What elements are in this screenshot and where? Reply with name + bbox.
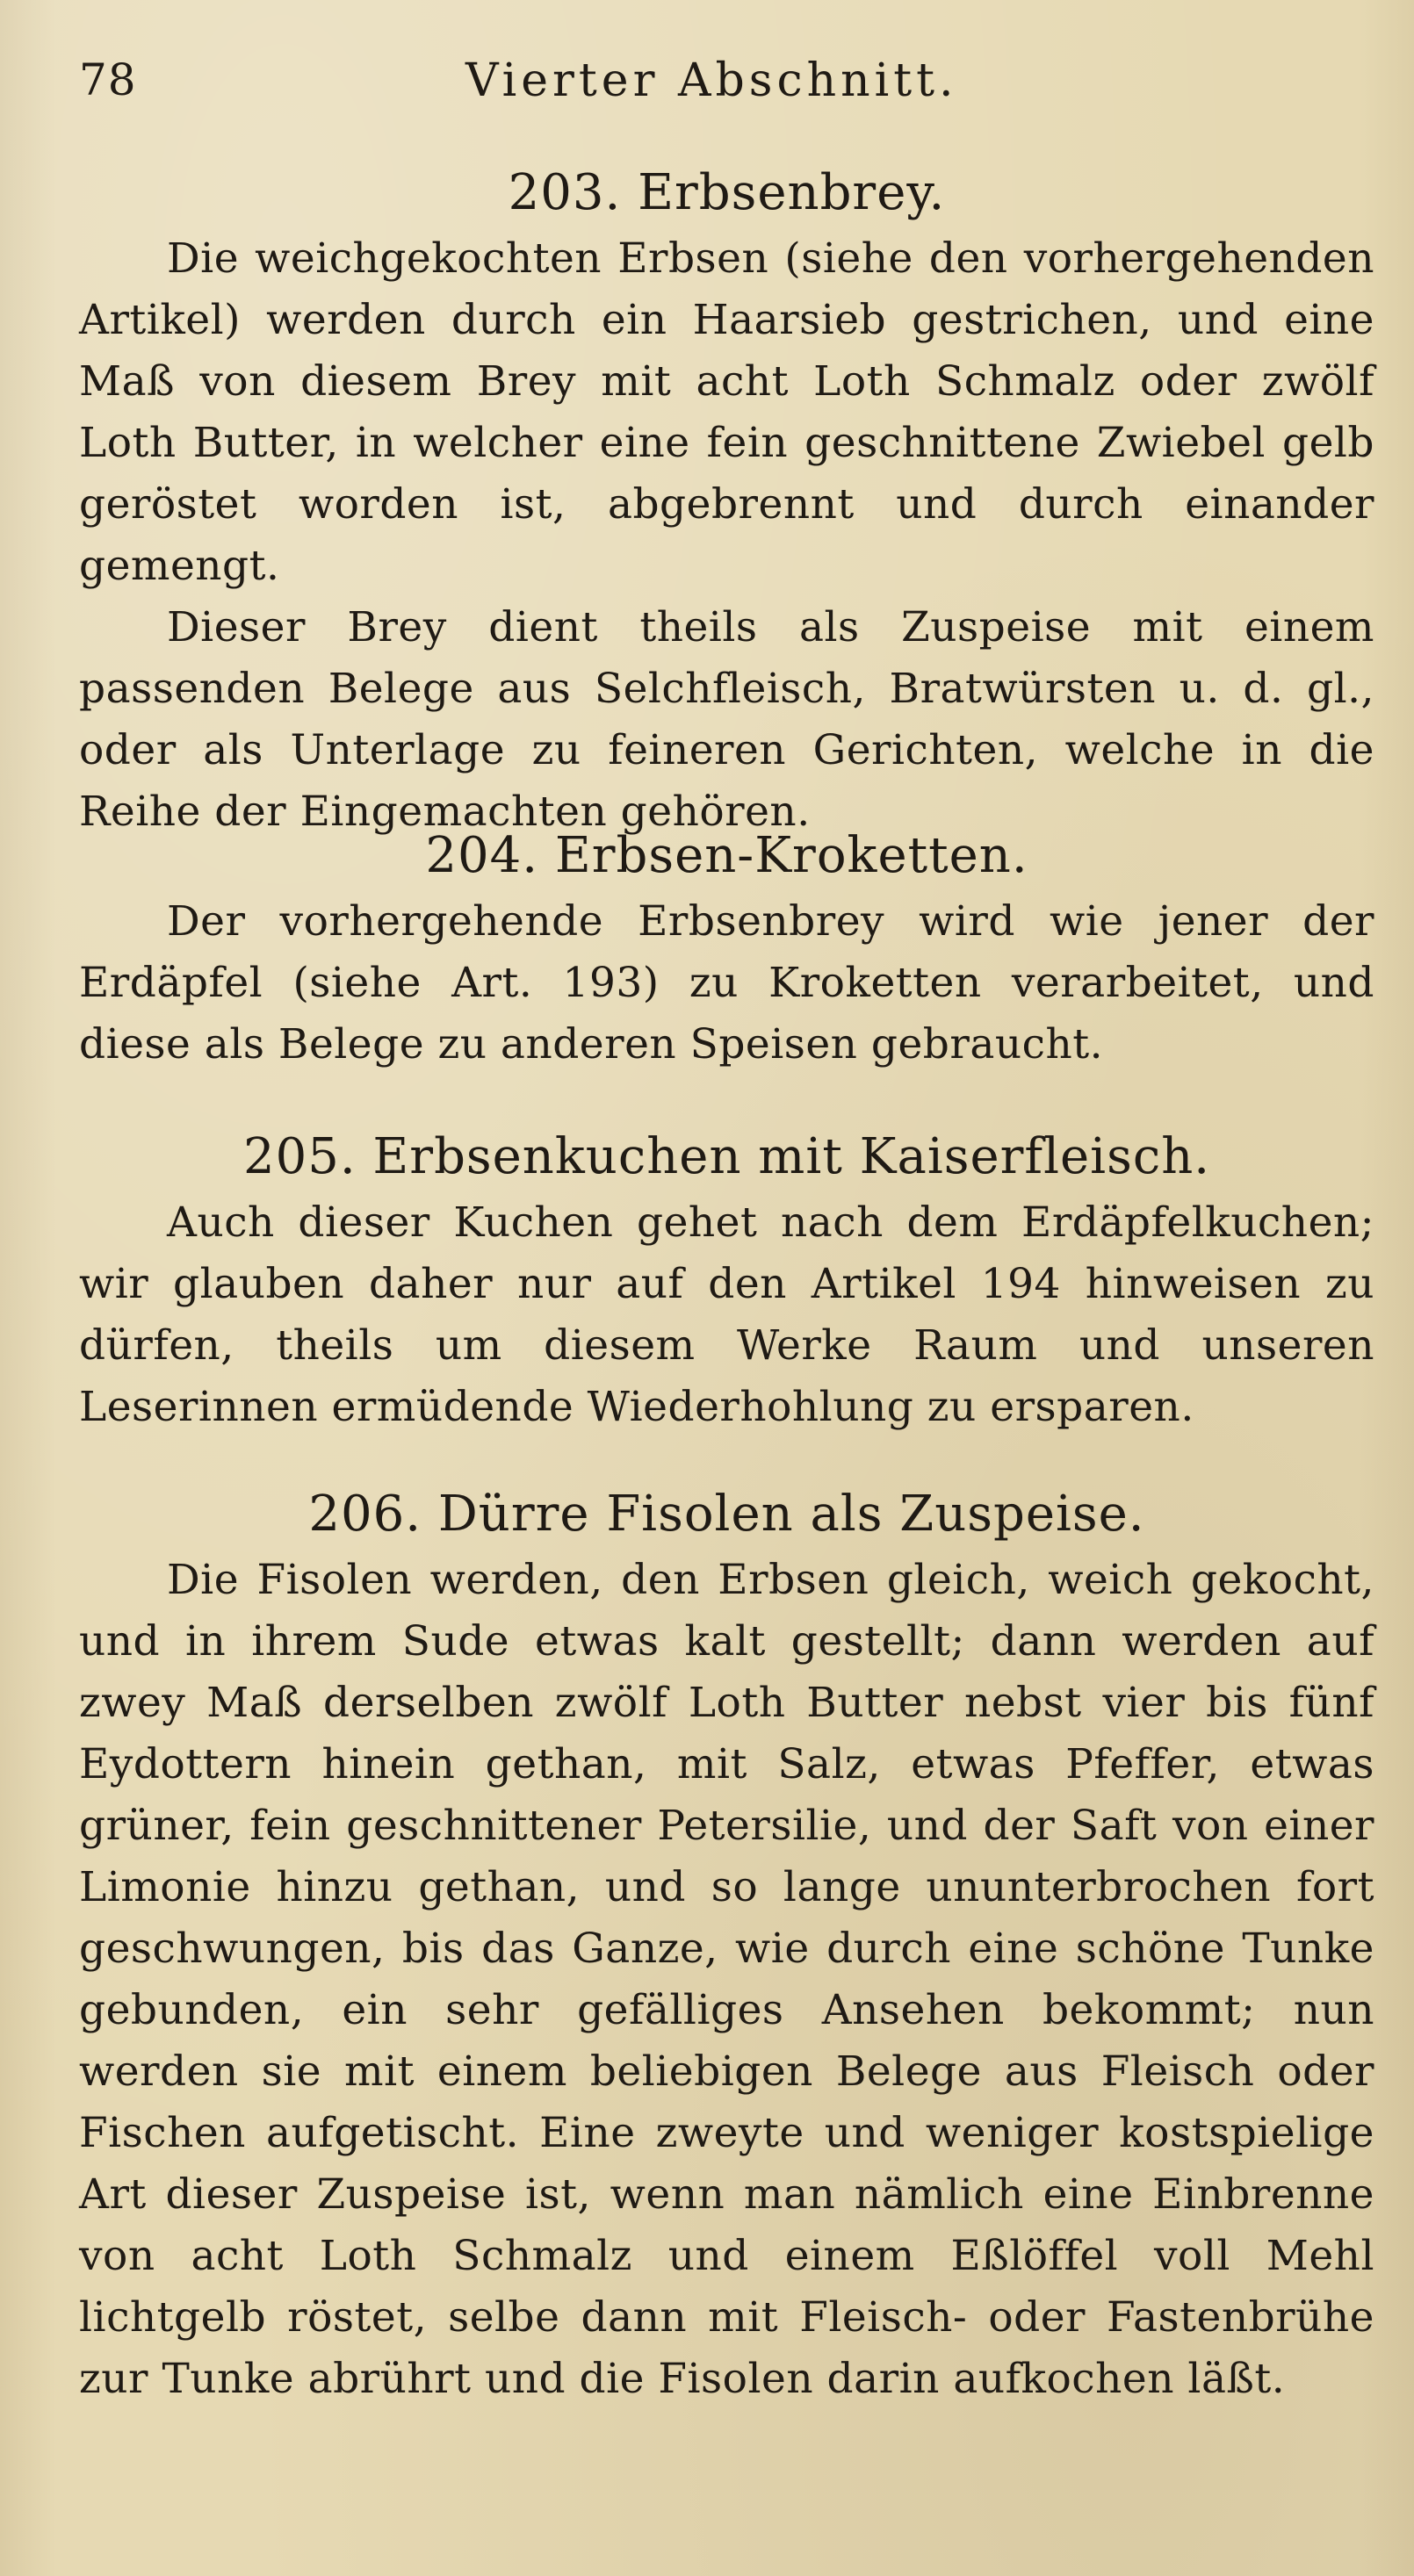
section-heading: 205. Erbsenkuchen mit Kaiserfleisch. <box>242 1128 1211 1185</box>
paragraph: Der vorhergehende Erbsenbrey wird wie jener der Erdäpfel (siehe Art. 193) zu Kroketten verarbeitet, und diese als Belege zu anderen Speisen gebraucht. <box>79 897 1374 1069</box>
section-body <box>79 891 1374 1076</box>
paragraph: Die weichgekochten Erbsen (siehe den vorhergehenden Artikel) werden durch ein Haarsieb gestrichen, und eine Maß von diesem Brey mit acht Loth Schmalz oder zwölf Loth Butter, in welcher eine fein geschnittene Zwiebel gelb geröstet worden ist, abgebrennt und durch einander gemengt. <box>79 234 1374 590</box>
paragraph: Auch dieser Kuchen gehet nach dem Erdäpfelkuchen; wir glauben daher nur auf den Artikel 194 hinweisen zu dürfen, theils um diesem Werke Raum und unseren Leserinnen ermüdende Wiederhohlung zu ersparen. <box>79 1198 1374 1431</box>
section-heading: 206. Dürre Fisolen als Zuspeise. <box>308 1486 1145 1543</box>
section-body <box>79 1192 1374 1438</box>
running-title: Vierter Abschnitt. <box>465 54 958 107</box>
section-206 <box>79 1479 1374 2410</box>
section-203 <box>79 158 1374 843</box>
section-heading: 204. Erbsen-Kroketten. <box>425 827 1028 884</box>
section-body <box>79 228 1374 843</box>
running-head <box>79 54 1309 116</box>
paragraph: Die Fisolen werden, den Erbsen gleich, weich gekocht, und in ihrem Sude etwas kalt gestellt; dann werden auf zwey Maß derselben zwölf Loth Butter nebst vier bis fünf Eydottern hinein gethan, mit Salz, etwas Pfeffer, etwas grüner, fein geschnittener Petersilie, und der Saft von einer Limonie hinzu gethan, und so lange ununterbrochen fort geschwungen, bis das Ganze, wie durch eine schöne Tunke gebunden, ein sehr gefälliges Ansehen bekommt; nun werden sie mit einem beliebigen Belege aus Fleisch oder Fischen aufgetischt. Eine zweyte und weniger kostspielige Art dieser Zuspeise ist, wenn man nämlich eine Einbrenne von acht Loth Schmalz und einem Eßlöffel voll Mehl lichtgelb röstet, selbe dann mit Fleisch- oder Fastenbrühe zur Tunke abrührt und die Fisolen darin aufkochen läßt. <box>79 1556 1374 2403</box>
page-number: 78 <box>79 54 137 105</box>
section-205 <box>79 1122 1374 1438</box>
paragraph: Dieser Brey dient theils als Zuspeise mit einem passenden Belege aus Selchfleisch, Bratwürsten u. d. gl., oder als Unterlage zu feineren Gerichten, welche in die Reihe der Eingemachten gehören. <box>79 603 1374 836</box>
section-body <box>79 1550 1374 2410</box>
section-heading: 203. Erbsenbrey. <box>508 164 946 221</box>
section-204 <box>79 821 1374 1076</box>
